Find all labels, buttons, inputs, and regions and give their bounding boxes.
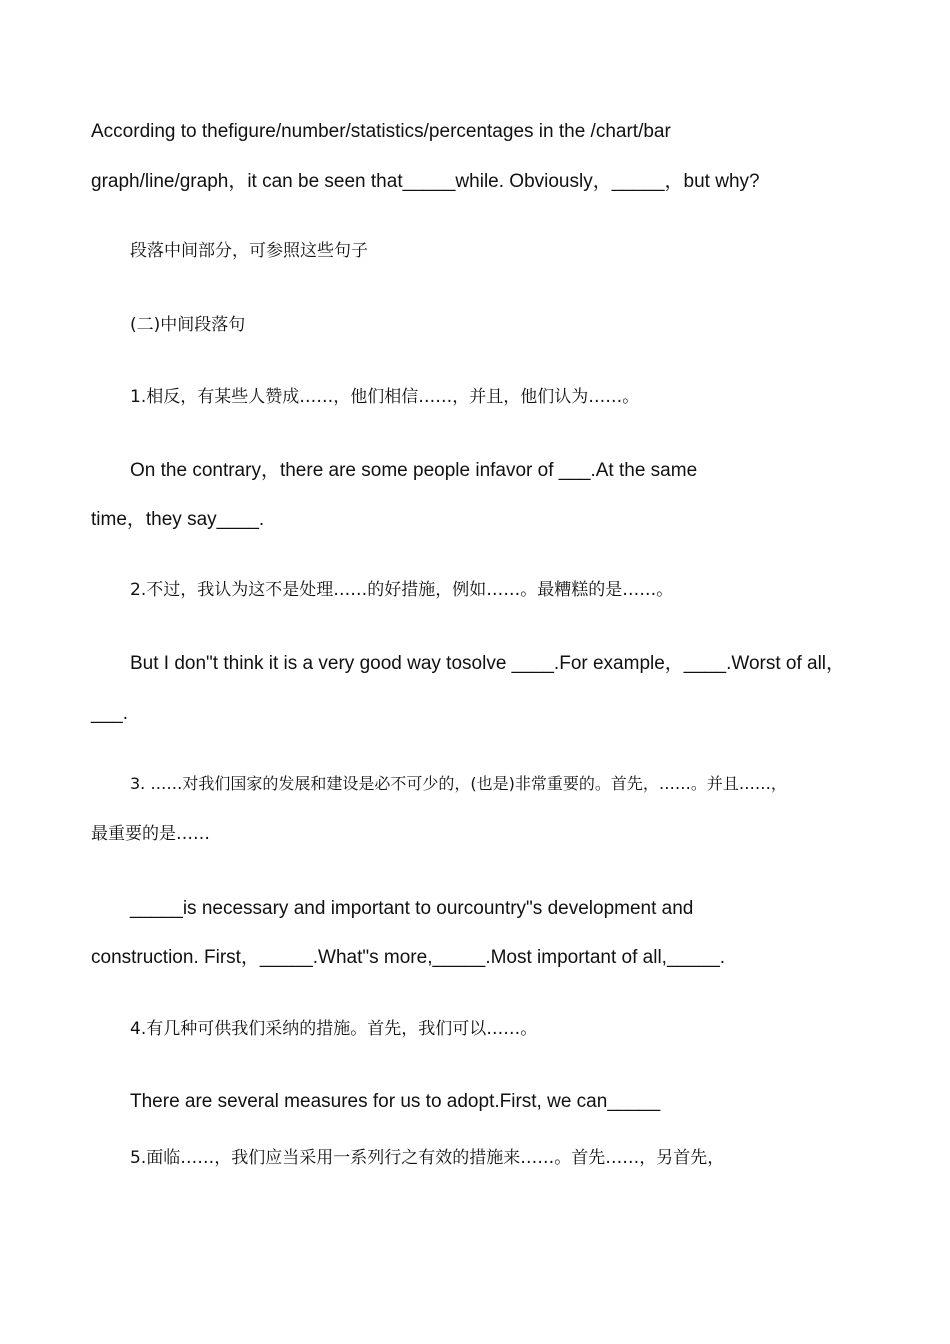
section-heading: (二)中间段落句	[130, 315, 246, 335]
text-line-12: 最重要的是……	[91, 824, 210, 844]
text-line-6: On the contrary，there are some people infavor of ___.At the same	[130, 460, 698, 481]
text-line-13: _____is necessary and important to ourcountry"s development and	[130, 898, 694, 919]
text-line-5: 1.相反，有某些人赞成……，他们相信……，并且，他们认为……。	[130, 387, 640, 407]
text-line-17: 5.面临……，我们应当采用一系列行之有效的措施来……。首先……，另首先，	[130, 1148, 725, 1168]
text-line-9: But I don"t think it is a very good way tosolve ____.For example，____.Worst of all，	[130, 653, 846, 674]
text-line-2: graph/line/graph，it can be seen that_____while. Obviously，_____，but why?	[91, 171, 760, 192]
text-line-7: time，they say____.	[91, 509, 265, 530]
text-line-8: 2.不过，我认为这不是处理……的好措施，例如……。最糟糕的是……。	[130, 580, 674, 600]
text-line-11: 3. ……对我们国家的发展和建设是必不可少的，(也是)非常重要的。首先，……。并且……，	[130, 774, 787, 793]
text-line-15: 4.有几种可供我们采纳的措施。首先，我们可以……。	[130, 1019, 538, 1039]
text-line-1: According to thefigure/number/statistics/percentages in the /chart/bar	[91, 121, 671, 142]
text-line-14: construction. First，_____.What"s more,_____.Most important of all,_____.	[91, 947, 726, 968]
text-line-3: 段落中间部分，可参照这些句子	[130, 241, 368, 261]
text-line-16: There are several measures for us to adopt.First, we can_____	[130, 1091, 661, 1112]
text-line-10: ___.	[91, 703, 128, 724]
